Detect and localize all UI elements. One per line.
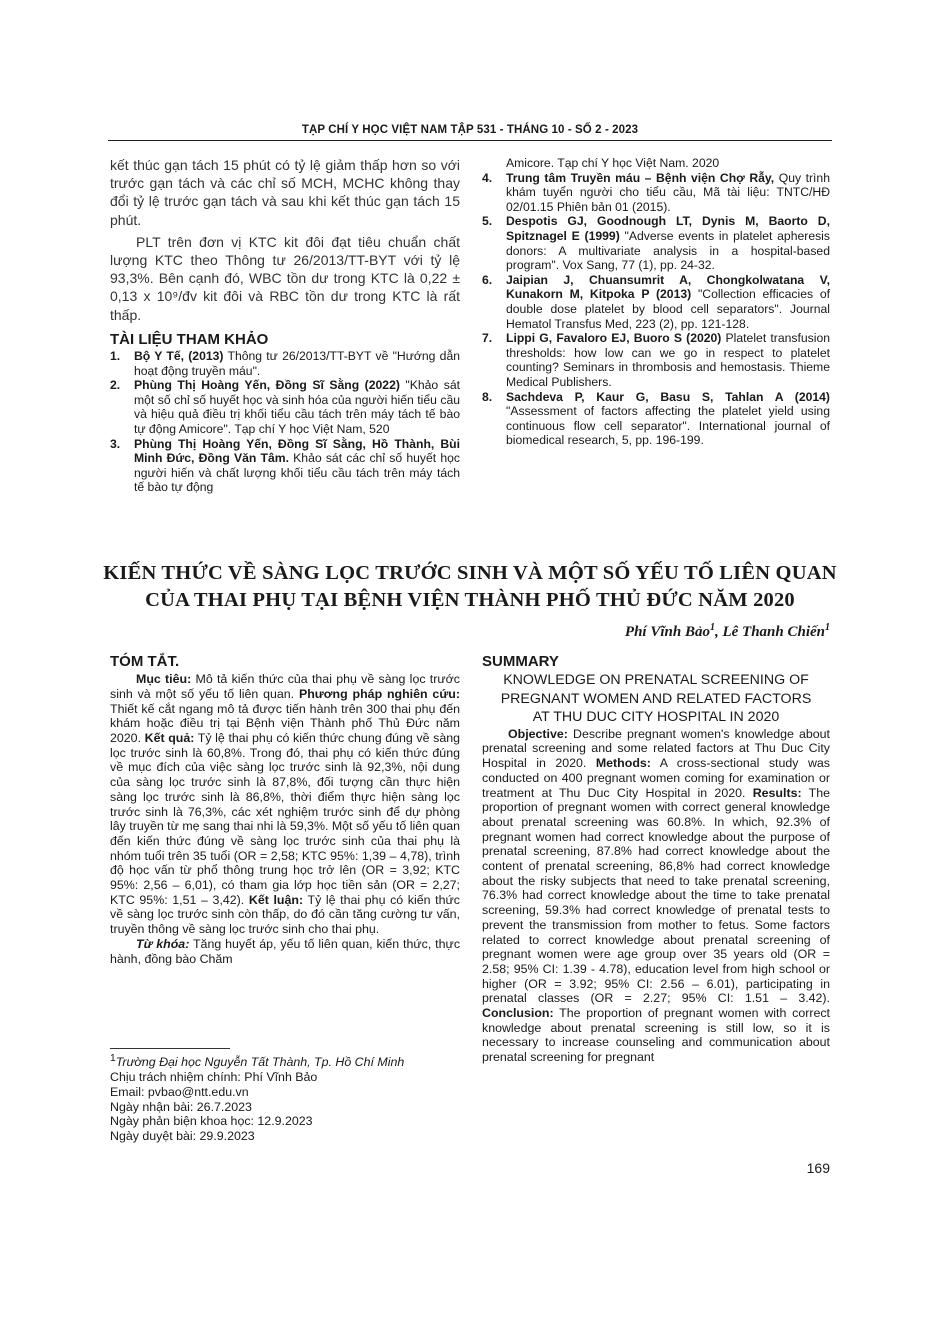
body-paragraph: kết thúc gạn tách 15 phút có tỷ lệ giảm thấp hơn so với trước gạn tách và các chỉ số MCH, MCHC không thay đổi tỷ lệ trước gạn tách và sau khi kết thúc gạn tách 15 phút.: [110, 157, 460, 228]
vn-abstract: [110, 654, 460, 966]
top-left-column: [110, 156, 460, 495]
keywords: Từ khóa: Tăng huyết áp, yếu tố liên quan, kiến thức, thực hành, đồng bào Chăm: [110, 936, 461, 966]
reference-item: 6. Jaipian J, Chuansumrit A, Chongkolwatana V, Kunakorn M, Kitpoka P (2013) "Collection efficacies of double dose platelet by blood cell separators". Journal Hematol Transfus Med, 223 (2), pp. 121-128.: [482, 272, 831, 331]
reference-item: 4. Trung tâm Truyền máu – Bệnh viện Chợ Rẫy, Quy trình khám tuyển người cho tiểu cầu, Mã tài liệu: TNTC/HĐ 02/01.15 Phiên bản 01 (2015).: [482, 170, 830, 214]
journal-header: TẠP CHÍ Y HỌC VIỆT NAM TẬP 531 - THÁNG 10 - SỐ 2 - 2023: [301, 124, 639, 136]
reference-item: 3. Phùng Thị Hoàng Yến, Đồng Sĩ Sằng, Hồ Thành, Bùi Minh Đức, Đồng Văn Tâm. Khảo sát các chỉ số huyết học người hiến và chất lượng khối tiểu cầu tách trên máy tách tế bào tự động: [110, 436, 460, 495]
author-name: Phí Vĩnh Bảo: [624, 624, 710, 640]
date-approved: Ngày duyệt bài: 29.9.2023: [110, 1129, 255, 1144]
body-paragraph: PLT trên đơn vị KTC kit đôi đạt tiêu chuẩn chất lượng KTC theo Thông tư 26/2013/TT-BYT với tỷ lệ 93,3%. Bên cạnh đó, WBC tồn dư trong KTC là 0,22 ± 0,13 x 10⁹/đv kit đôi và RBC tồn dư trong KTC là rất thấp.: [110, 233, 460, 323]
date-received: Ngày nhận bài: 26.7.2023: [110, 1099, 252, 1114]
reference-item: 5. Despotis GJ, Goodnough LT, Dynis M, Baorto D, Spitznagel E (1999) "Adverse events in platelet apheresis donors: A multivariate analysis in a hospital-based program". Vox Sang, 77 (1), pp. 24-32.: [482, 214, 830, 273]
references-list-left: [110, 349, 460, 495]
reference-item: 7. Lippi G, Favaloro EJ, Buoro S (2020) Platelet transfusion thresholds: how low can we go in respect to platelet counting? Seminars in thrombosis and hemostasis. Thieme Medical Publishers.: [482, 331, 830, 389]
article-authors: [480, 622, 830, 641]
affiliation: $^1$Trường Đại học Nguyễn Tất Thành, Tp. Hồ Chí Minh: [110, 1053, 405, 1070]
author-affil-marker: 1: [825, 622, 830, 633]
header-rule: [108, 140, 832, 141]
page-number: 169: [806, 1160, 830, 1176]
article-title-line: CỦA THAI PHỤ TẠI BỆNH VIỆN THÀNH PHỐ THỦ ĐỨC NĂM 2020: [145, 589, 795, 611]
abstract-body: Mục tiêu: Mô tả kiến thức của thai phụ về sàng lọc trước sinh và một số yếu tố liên quan. Phương pháp nghiên cứu: Thiết kế cắt ngang mô tả được tiến hành trên 300 thai phụ đến khám hoặc điều trị tại Bệnh viện Thành phố Thủ Đức năm 2020. Kết quả: Tỷ lệ thai phụ có kiến thức chung đúng về sàng lọc trước sinh là 60,8%. Trong đó, thai phụ có kiến thức đúng về mục đích của việc sàng lọc trước sinh là 92,3%, nội dung của sàng lọc trước sinh là 87,8%, đối tượng cần thực hiện sàng lọc trước sinh là 86,8%, thời điểm thực hiện sàng lọc trước sinh là 76,3%, các xét nghiệm trước sinh để dự phòng lây truyền từ mẹ sang thai nhi là 59,3%. Một số yếu tố liên quan đến kiến thức đúng về sàng lọc trước sinh của thai phụ là nhóm tuổi trên 35 tuổi (OR = 2,58; KTC 95%: 1,39 – 4,78), trình độ học vấn từ phổ thông trung học trở lên (OR = 3,92; KTC 95%: 2,56 – 6,01), có tham gia lớp học tiền sản (OR = 2,27; KTC 95%: 1,51 – 3,42). Kết luận: Tỷ lệ thai phụ có kiến thức về sàng lọc trước sinh còn thấp, do đó cần tăng cường tư vấn, truyền thông về sàng lọc trước sinh cho thai phụ.: [110, 672, 460, 937]
article-title-line: KIẾN THỨC VỀ SÀNG LỌC TRƯỚC SINH VÀ MỘT SỐ YẾU TỐ LIÊN QUAN: [103, 562, 837, 584]
references-list-right: [482, 156, 830, 448]
reference-item: 2. Phùng Thị Hoàng Yến, Đồng Sĩ Sằng (2022) "Khảo sát một số chỉ số huyết học và sinh hóa của người hiến tiểu cầu và hiệu quả điều trị khối tiểu cầu tách trên máy tách tế bào tự động Amicore". Tạp chí Y học Việt Nam, 520: [110, 378, 460, 436]
summary-heading: SUMMARY: [482, 653, 559, 670]
author-name: Lê Thanh Chiến: [722, 624, 825, 640]
footnote: [110, 1052, 470, 1144]
article-title: [90, 560, 850, 614]
date-reviewed: Ngày phản biện khoa học: 12.9.2023: [110, 1114, 313, 1129]
top-right-column: [482, 156, 830, 448]
author-separator: ,: [714, 624, 723, 640]
abstract-heading: TÓM TẮT.: [110, 653, 180, 670]
footnote-rule: [110, 1048, 230, 1049]
corresponding-author: Chịu trách nhiệm chính: Phí Vĩnh Bảo: [110, 1069, 318, 1084]
reference-item: 8. Sachdeva P, Kaur G, Basu S, Tahlan A (2014) "Assessment of factors affecting the platelet yield using continuous flow cell separator". International journal of biomedical research, 5, pp. 196-199.: [482, 389, 830, 448]
reference-item: 1. Bộ Y Tế, (2013) Thông tư 26/2013/TT-BYT về "Hướng dẫn hoạt động truyền máu".: [110, 349, 461, 378]
summary-title: KNOWLEDGE ON PRENATAL SCREENING OF PREGNANT WOMEN AND RELATED FACTORS AT THU DUC CITY HOSPITAL IN 2020: [500, 672, 812, 726]
summary-body: Objective: Describe pregnant women's knowledge about prenatal screening and some related factors at Thu Duc City Hospital in 2020. Methods: A cross-sectional study was conducted on 400 pregnant women coming for examination or treatment at Thu Duc City Hospital in 2020. Results: The proportion of pregnant women with correct general knowledge about prenatal screening was 60.8%. In which, 92.3% of pregnant women had correct knowledge about the purpose of prenatal screening, 87.8% had correct knowledge about the content of prenatal screening, 86,8% had correct knowledge about the risky subjects that need to take prenatal screening, 76.3% had correct knowledge about the time to take prenatal screening, 59.3% had correct knowledge of prenatal tests to prevent the transmission from mother to fetus. Some factors related to correct knowledge about prenatal screening of pregnant women were age group over 35 years old (OR = 2.58; 95% CI: 1.39 - 4.78), education level from high school or higher (OR = 3.92; 95% CI: 2.56 – 6.01), participating in prenatal classes (OR = 2.27; 95% CI: 1.51 – 3.42). Conclusion: The proportion of pregnant women with correct knowledge about prenatal screening is still low, so it is necessary to increase counseling and communication about prenatal screening for pregnant: [482, 726, 830, 1065]
author-affil-marker: 1: [709, 622, 715, 633]
email: Email: pvbao@ntt.edu.vn: [110, 1084, 249, 1099]
references-heading: TÀI LIỆU THAM KHẢO: [110, 330, 269, 348]
en-abstract: [482, 654, 830, 1065]
reference-continuation: Amicore. Tạp chí Y học Việt Nam. 2020: [506, 156, 720, 170]
